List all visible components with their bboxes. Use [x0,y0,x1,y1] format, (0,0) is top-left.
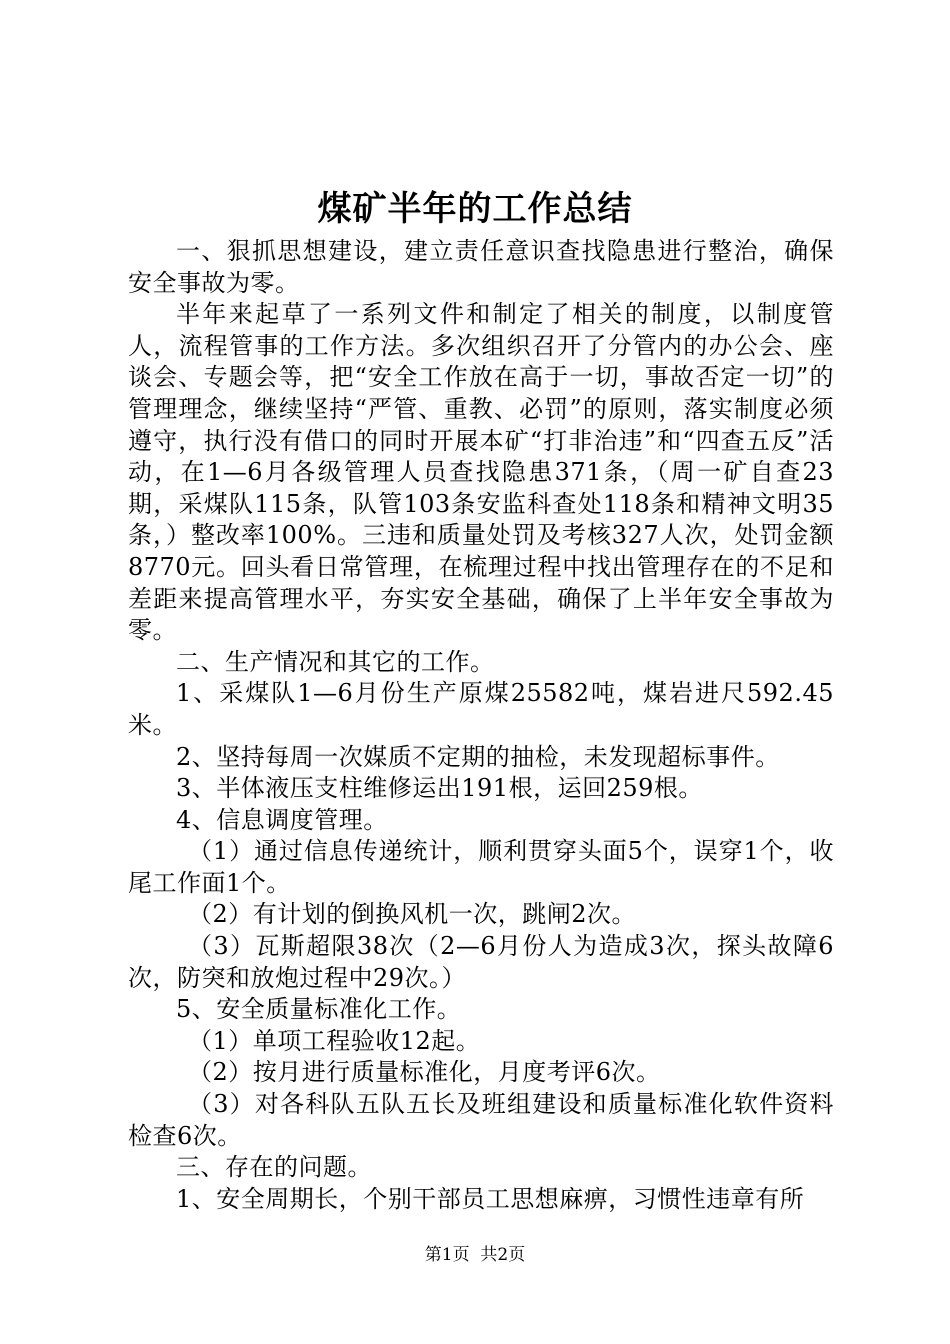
paragraph: 5、安全质量标准化工作。 [176,995,462,1024]
paragraph: 半年来起草了一系列文件和制定了相关的制度，以制度管人，流程管事的工作方法。多次组织召开了分管内的办公会、座谈会、专题会等，把“安全工作放在高于一切，事故否定一切”的管理理念，继续坚持“严管、重教、必罚”的原则，落实制度必须遵守，执行没有借口的同时开展本矿“打非治违”和“四查五反”活动，在1—6月各级管理人员查找隐患371条，（周一矿自查23期，采煤队115条，队管103条安监科查处118条和精神文明35条，）整改率100%。三违和质量处罚及考核327人次，处罚金额8770元。回头看日常管理，在梳理过程中找出管理存在的不足和差距来提高管理水平，夯实安全基础，确保了上半年安全事故为零。 [128,300,834,645]
paragraph: （1）单项工程验收12起。 [188,1026,481,1055]
paragraph: 4、信息调度管理。 [176,805,388,834]
document-title: 煤矿半年的工作总结 [317,189,633,229]
paragraph: （2）有计划的倒换风机一次，跳闸2次。 [188,900,637,929]
paragraph: 二、生产情况和其它的工作。 [176,647,495,676]
page-number: 第1页 [424,1245,470,1265]
document-body [128,236,834,1215]
page-footer [0,1243,950,1267]
paragraph: 1、采煤队1—6月份生产原煤25582吨，煤岩进尺592.45米。 [128,679,834,739]
paragraph: （3）瓦斯超限38次（2—6月份人为造成3次，探头故障6次，防突和放炮过程中29次。） [128,932,834,992]
paragraph: （2）按月进行质量标准化，月度考评6次。 [188,1058,661,1087]
paragraph: 3、半体液压支柱维修运出191根，运回259根。 [176,774,703,803]
paragraph: 一、狠抓思想建设，建立责任意识查找隐患进行整治，确保安全事故为零。 [128,237,834,297]
paragraph: 1、安全周期长，个别干部员工思想麻痹，习惯性违章有所 [176,1184,805,1213]
paragraph: 2、坚持每周一次媒质不定期的抽检，未发现超标事件。 [176,742,780,771]
paragraph: （1）通过信息传递统计，顺利贯穿头面5个，误穿1个，收尾工作面1个。 [128,837,834,897]
paragraph: 三、存在的问题。 [176,1153,372,1182]
page-total: 共2页 [480,1245,526,1265]
paragraph: （3）对各科队五队五长及班组建设和质量标准化软件资料检查6次。 [128,1090,834,1150]
